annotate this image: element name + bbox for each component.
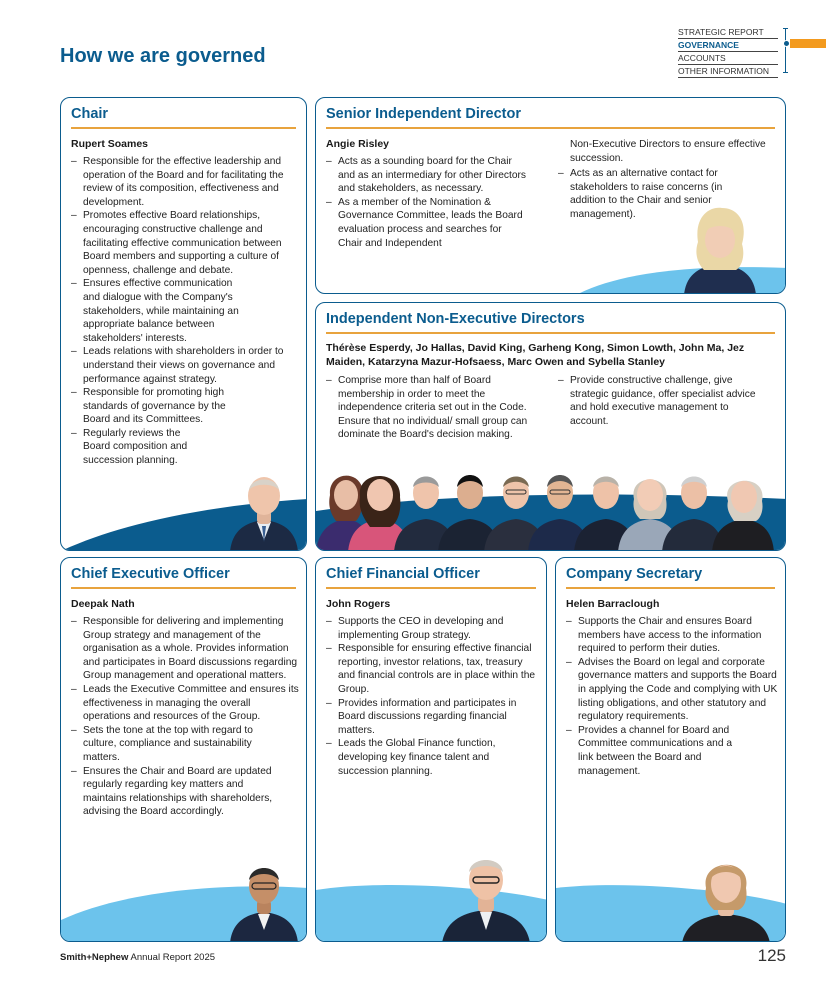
cosec-portrait [678, 850, 774, 942]
list-item: – Advises the Board on legal and corporate governance matters and supports the Board in applying the Code and complying with UK listing obligations, and other statutory and regulatory requirements. [566, 656, 778, 724]
section-nav [678, 26, 788, 78]
title-rule [326, 127, 775, 129]
nav-tick [783, 72, 788, 73]
nav-active-marker [783, 40, 790, 47]
list-item: – Supports the Chair and ensures Board members have access to the information required to perform their duties. [566, 615, 778, 656]
nav-accent-bar [790, 39, 826, 48]
cfo-title: Chief Financial Officer [326, 566, 480, 582]
list-item: – Comprise more than half of Board membership in order to meet the independence criteria set out in the Code. Ensure that no individual/ small group can dominate the Board's decision making. [326, 374, 541, 442]
list-item: – Provides a channel for Board and Committee communications and a link between the Board and management. [566, 724, 778, 778]
cosec-name: Helen Barraclough [566, 598, 660, 610]
sid-continuation: Non-Executive Directors to ensure effective succession. [570, 139, 766, 164]
list-item: – Acts as an alternative contact for stakeholders to raise concerns (in addition to the Chair and senior management). [558, 167, 733, 221]
title-rule [71, 127, 296, 129]
footer-report-name: Annual Report 2025 [130, 952, 216, 963]
cosec-card [555, 557, 786, 942]
ined-responsibilities-col1 [326, 374, 541, 442]
sid-portrait [680, 204, 760, 294]
list-item: – Acts as a sounding board for the Chair and as an intermediary for other Directors and stakeholders, as necessary. [326, 155, 526, 196]
ined-responsibilities-col2 [558, 374, 768, 428]
nav-item-governance[interactable]: GOVERNANCE [678, 39, 778, 52]
chair-title: Chair [71, 106, 109, 122]
title-rule [566, 587, 775, 589]
list-item: – Supports the CEO in developing and implementing Group strategy. [326, 615, 540, 642]
cfo-name: John Rogers [326, 598, 391, 610]
footer-brand-name: Smith+Nephew [60, 952, 129, 963]
list-item: – As a member of the Nomination & Governance Committee, leads the Board evaluation process and searches for Chair and Independent [326, 196, 526, 250]
list-item: – Responsible for delivering and implementing Group strategy and management of the organisation as a whole. Provides information and participates in Board discussions regarding Group management and operational matters. [71, 615, 299, 683]
ined-group-portraits [316, 463, 786, 551]
sid-card [315, 97, 786, 294]
list-item: – Ensures effective communication and dialogue with the Company's stakeholders, while maintaining an appropriate balance between stakeholders' interests. [71, 277, 299, 345]
list-item: – Leads the Executive Committee and ensures its effectiveness in managing the overall operations and resources of the Group. [71, 683, 299, 724]
nav-tick [783, 28, 788, 29]
nav-rail [785, 28, 786, 73]
chair-responsibilities [71, 155, 299, 468]
sid-title: Senior Independent Director [326, 106, 521, 122]
ceo-card [60, 557, 307, 942]
page-title: How we are governed [60, 45, 266, 67]
chair-name: Rupert Soames [71, 138, 149, 150]
nav-item-strategic-report[interactable]: STRATEGIC REPORT [678, 26, 778, 39]
nav-item-other-information[interactable]: OTHER INFORMATION [678, 65, 778, 78]
ceo-responsibilities [71, 615, 299, 819]
nav-item-accounts[interactable]: ACCOUNTS [678, 52, 778, 65]
list-item: – Regularly reviews the Board composition and succession planning. [71, 427, 299, 468]
cfo-portrait [438, 850, 534, 942]
list-item: – Responsible for promoting high standards of governance by the Board and its Committees. [71, 386, 299, 427]
ined-title: Independent Non-Executive Directors [326, 311, 585, 327]
list-item: – Leads the Global Finance function, developing key finance talent and succession planning. [326, 737, 540, 778]
sid-name: Angie Risley [326, 138, 390, 150]
page-number: 125 [757, 946, 786, 965]
ceo-portrait [224, 856, 304, 942]
ined-names: Thérèse Esperdy, Jo Hallas, David King, Garheng Kong, Simon Lowth, John Ma, Jez Maiden, Katarzyna Mazur-Hofsaess, Marc Owen and Sybella Stanley [326, 342, 745, 368]
list-item: – Ensures the Chair and Board are updated regularly regarding key matters and maintains relationships with shareholders, advising the Board accordingly. [71, 765, 299, 819]
chair-card [60, 97, 307, 551]
list-item: – Provides information and participates in Board discussions regarding financial matters. [326, 697, 540, 738]
list-item: – Promotes effective Board relationships, encouraging constructive challenge and facilitating effective communication between Board members and supporting a culture of openness, challenge and debate. [71, 209, 299, 277]
cosec-responsibilities [566, 615, 778, 778]
ceo-title: Chief Executive Officer [71, 566, 230, 582]
chair-portrait [224, 466, 304, 551]
cfo-responsibilities [326, 615, 540, 778]
list-item: – Sets the tone at the top with regard to culture, compliance and sustainability matters. [71, 724, 299, 765]
title-rule [326, 332, 775, 334]
ined-card [315, 302, 786, 551]
ceo-name: Deepak Nath [71, 598, 135, 610]
sid-responsibilities-col1 [326, 155, 526, 250]
footer-brand [60, 952, 215, 963]
title-rule [71, 587, 296, 589]
list-item: – Leads relations with shareholders in order to understand their views on governance and performance against strategy. [71, 345, 299, 386]
list-item: – Responsible for the effective leadership and operation of the Board and for facilitating the review of its composition, effectiveness and development. [71, 155, 299, 209]
cosec-title: Company Secretary [566, 566, 703, 582]
list-item: – Responsible for ensuring effective financial reporting, investor relations, tax, treasury and financial controls are in place within the Group. [326, 642, 540, 696]
title-rule [326, 587, 536, 589]
cfo-card [315, 557, 547, 942]
list-item: – Provide constructive challenge, give strategic guidance, offer specialist advice and hold executive management to account. [558, 374, 768, 428]
